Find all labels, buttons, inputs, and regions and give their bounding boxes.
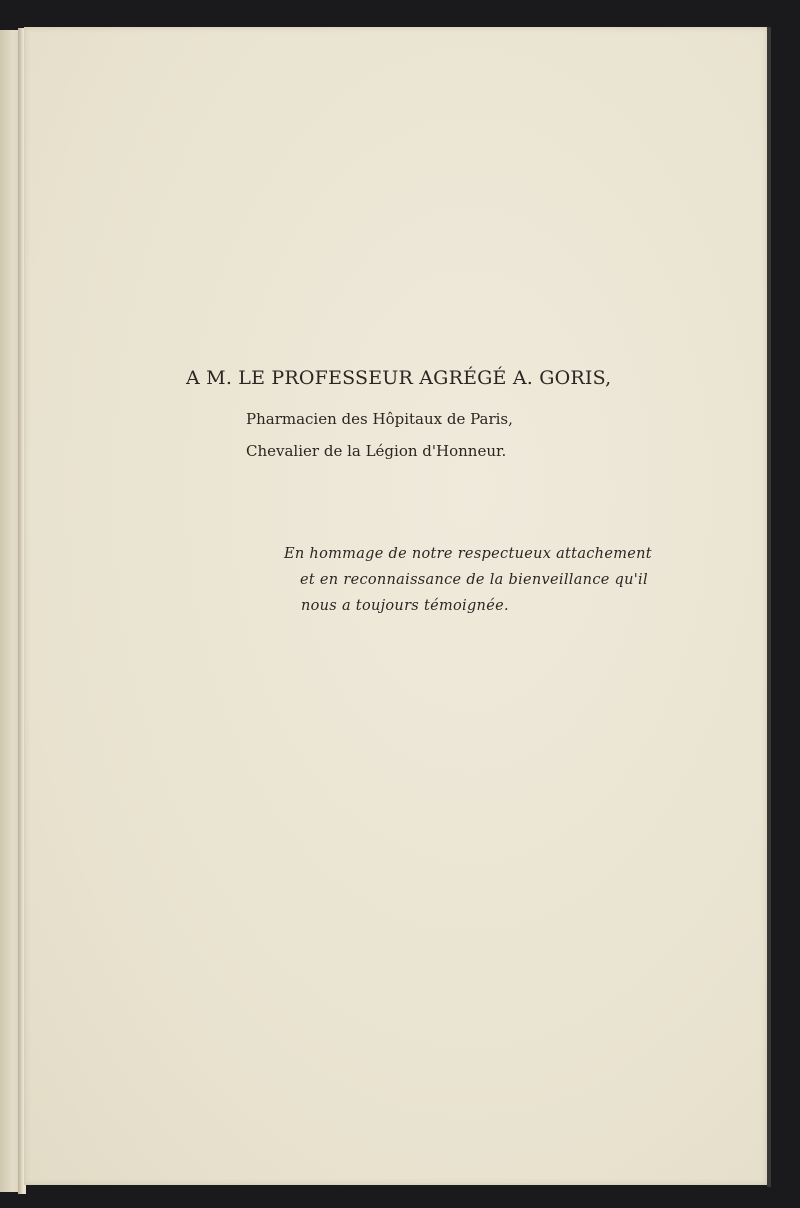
dedication-title: A M. LE PROFESSEUR AGRÉGÉ A. GORIS, xyxy=(186,367,612,389)
dedication-line-1: Pharmacien des Hôpitaux de Paris, xyxy=(246,410,513,428)
tribute-line-3: nous a toujours témoignée. xyxy=(301,598,509,614)
page-right-border xyxy=(767,27,771,1187)
dedication-line-2: Chevalier de la Légion d'Honneur. xyxy=(246,442,507,460)
tribute-line-1: En hommage de notre respectueux attachement xyxy=(284,546,652,562)
tribute-line-2: et en reconnaissance de la bienveillance qu'il xyxy=(300,572,648,588)
